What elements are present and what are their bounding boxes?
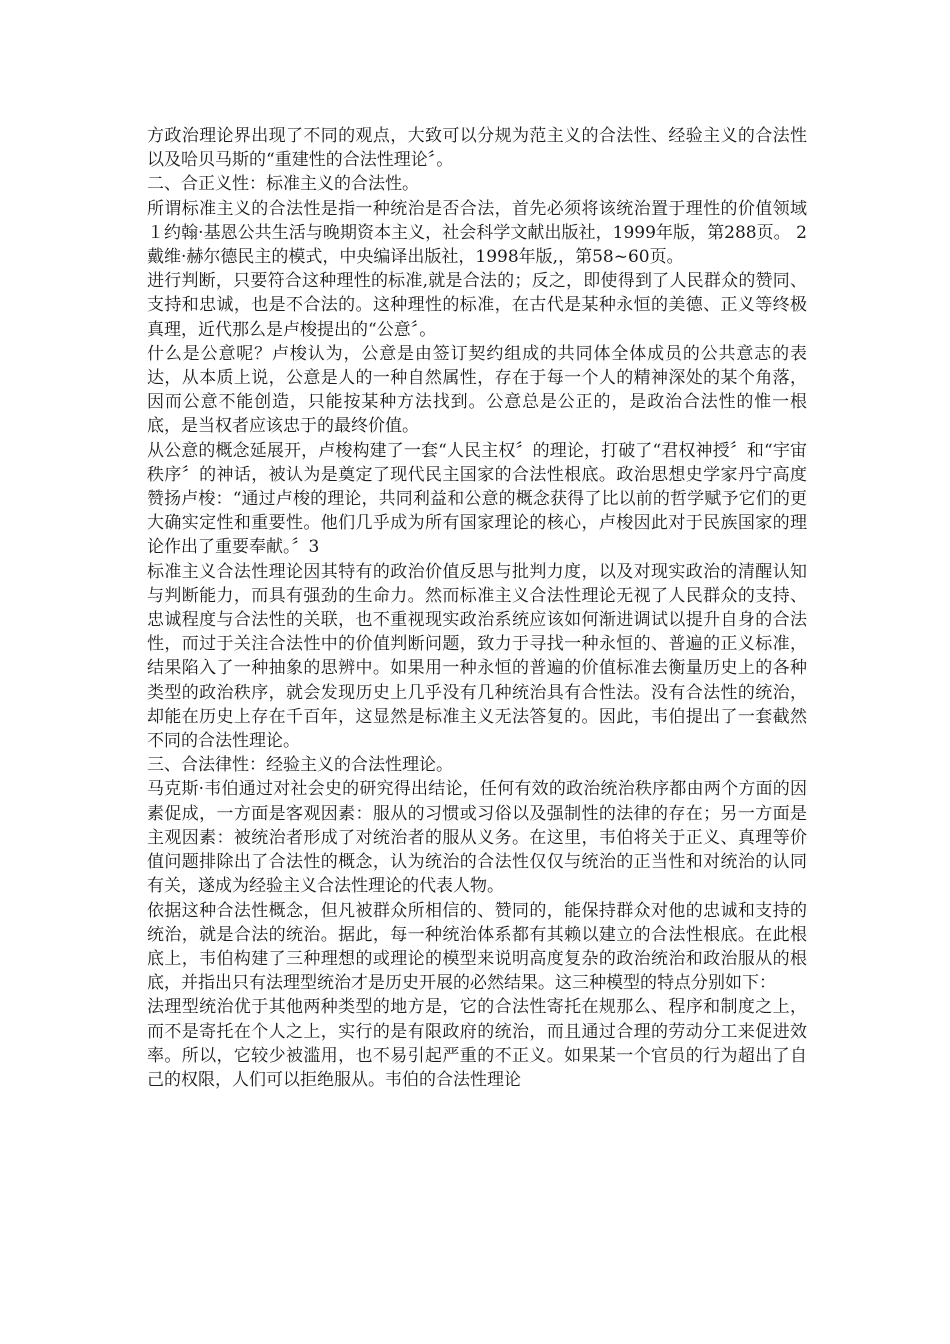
paragraph-weber-models: 依据这种合法性概念，但凡被群众所相信的、赞同的，能保持群众对他的忠诚和支持的统治，就是合法的统治。据此，每一种统治体系都有其赖以建立的合法性根底。在此根底上，韦伯构建了三种理想的或理论的模型来说明高度复杂的政治统治和政治服从的根底，并指出只有法理型统治才是历史开展的必然结果。这三种模型的特点分别如下：	[147, 900, 807, 994]
section-heading-3: 三、合法律性：经验主义的合法性理论。	[147, 755, 453, 776]
paragraph-normative-critique: 标准主义合法性理论因其特有的政治价值反思与批判力度，以及对现实政治的清醒认知与判断能力，而具有强劲的生命力。然而标准主义合法性理论无视了人民群众的支持、忠诚程度与合法性的关联，也不重视现实政治系统应该如何渐进调试以提升自身的合法性，而过于关注合法性中的价值判断问题，致力于寻找一种永恒的、普遍的正义标准，结果陷入了一种抽象的思辨中。如果用一种永恒的普遍的价值标准去衡量历史上的各种类型的政治秩序，就会发现历史上几乎没有几种统治具有合性法。没有合法性的统治，却能在历史上存在千百年，这显然是标准主义无法答复的。因此，韦伯提出了一套截然不同的合法性理论。	[147, 561, 807, 752]
paragraph-popular-sovereignty: 从公意的概念延展开，卢梭构建了一套“人民主权〞的理论，打破了“君权神授〞和“宇宙秩序〞的神话，被认为是奠定了现代民主国家的合法性根底。政治思想史学家丹宁高度赞扬卢梭：“通过卢梭的理论，共同利益和公意的概念获得了比以前的哲学赋予它们的更大确实定性和重要性。他们几乎成为所有国家理论的核心，卢梭因此对于民族国家的理论作出了重要奉献。〞3	[147, 440, 807, 558]
section-heading-2: 二、合正义性：标准主义的合法性。	[147, 174, 419, 195]
document-body	[147, 124, 807, 1092]
paragraph-intro: 方政治理论界出现了不同的观点，大致可以分规为范主义的合法性、经验主义的合法性以及哈贝马斯的“重建性的合法性理论〞。	[147, 126, 807, 171]
paragraph-weber-conclusion: 马克斯·韦伯通过对社会史的研究得出结论，任何有效的政治统治秩序都由两个方面的因素促成，一方面是客观因素：服从的习惯或习俗以及强制性的法律的存在；另一方面是主观因素：被统治者形成了对统治者的服从义务。在这里，韦伯将关于正义、真理等价值问题排除出了合法性的概念，认为统治的合法性仅仅与统治的正当性和对统治的认同有关，遂成为经验主义合法性理论的代表人物。	[147, 779, 807, 897]
paragraph-rational-standard: 进行判断，只要符合这种理性的标准,就是合法的；反之，即使得到了人民群众的赞同、支持和忠诚，也是不合法的。这种理性的标准，在古代是某种永恒的美德、正义等终极真理，近代那么是卢梭提出的“公意〞。	[147, 271, 807, 340]
paragraph-general-will: 什么是公意呢？卢梭认为，公意是由签订契约组成的共同体全体成员的公共意志的表达，从本质上说，公意是人的一种自然属性，存在于每一个人的精神深处的某个角落，因而公意不能创造，只能按某种方法找到。公意总是公正的，是政治合法性的惟一根底，是当权者应该忠于的最终价值。	[147, 343, 807, 437]
paragraph-normative-definition: 所谓标准主义的合法性是指一种统治是否合法，首先必须将该统治置于理性的价值领域１约翰·基恩公共生活与晚期资本主义，社会科学文献出版社，1999年版，第288页。 2戴维·赫尔德民主的模式，中央编译出版社，1998年版,，第58~60页。	[147, 198, 807, 268]
paragraph-legal-rational: 法理型统治优于其他两种类型的地方是，它的合法性寄托在规那么、程序和制度之上，而不是寄托在个人之上，实行的是有限政府的统治，而且通过合理的劳动分工来促进效率。所以，它较少被滥用，也不易引起严重的不正义。如果某一个官员的行为超出了自己的权限，人们可以拒绝服从。韦伯的合法性理论	[147, 997, 807, 1090]
